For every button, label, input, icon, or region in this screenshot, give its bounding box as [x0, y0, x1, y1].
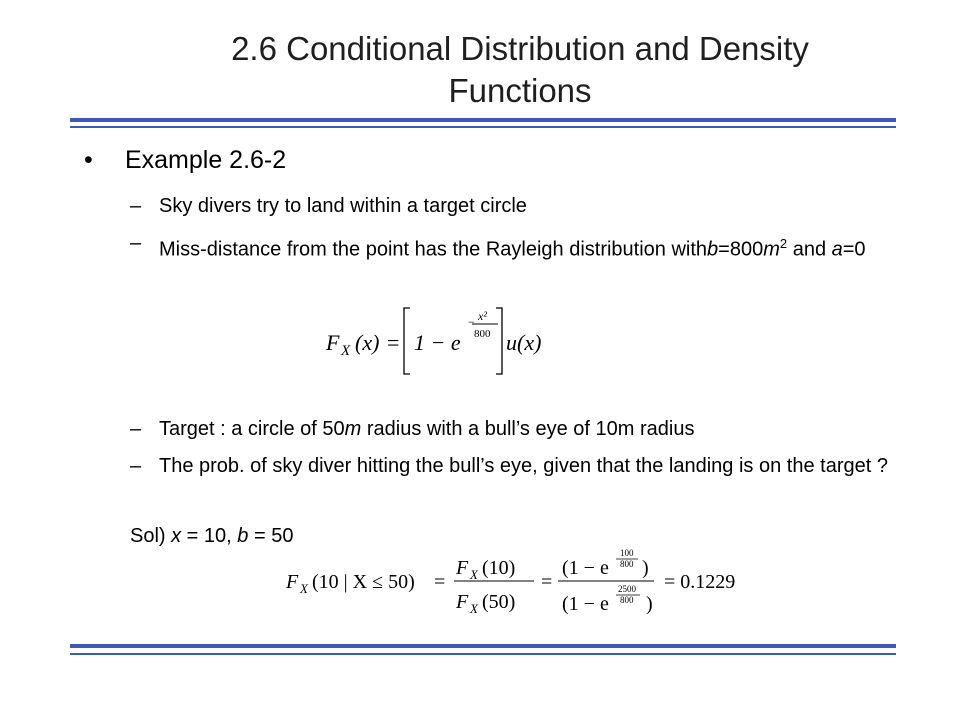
bottom-rule-thin — [70, 653, 896, 655]
svg-text:x²: x² — [478, 309, 487, 323]
example-heading — [84, 146, 286, 175]
slide-title — [80, 28, 960, 112]
svg-text:F: F — [456, 591, 469, 613]
sub-item-3 — [130, 417, 890, 442]
svg-text:F: F — [456, 557, 469, 579]
svg-text:X: X — [470, 567, 478, 582]
svg-text:X: X — [470, 601, 478, 616]
svg-text:(1 − e: (1 − e — [562, 593, 609, 615]
dash-icon: – — [130, 455, 142, 477]
top-rule-thick — [70, 118, 896, 122]
svg-text:=: = — [387, 330, 400, 355]
svg-text:100: 100 — [620, 548, 634, 558]
dash-icon: – — [130, 232, 142, 254]
example-heading-text: Example 2.6-2 — [124, 146, 287, 174]
svg-text:800: 800 — [620, 559, 634, 569]
svg-text:u(x): u(x) — [506, 330, 542, 355]
sub-item-1 — [130, 194, 890, 219]
svg-text:(x): (x) — [355, 330, 380, 355]
svg-text:X: X — [300, 581, 308, 596]
title-line-2: Functions — [448, 72, 592, 109]
dash-icon: – — [130, 418, 142, 440]
sub-item-1-text: Sky divers try to land within a target circle — [159, 195, 527, 217]
svg-text:1 − e: 1 − e — [414, 330, 461, 355]
svg-text:2500: 2500 — [618, 584, 636, 594]
svg-text:(50): (50) — [482, 591, 516, 613]
dash-icon: – — [130, 195, 142, 217]
exponent-minus: − — [468, 315, 475, 329]
sub-item-2 — [130, 231, 890, 263]
svg-text:= 0.1229: = 0.1229 — [664, 571, 736, 593]
title-line-1: 2.6 Conditional Distribution and Density — [231, 30, 809, 67]
solution-line: Sol) x = 10, b = 50 — [130, 525, 294, 547]
bullet-icon: • — [84, 146, 93, 174]
svg-text:(1 − e: (1 − e — [562, 557, 609, 579]
svg-text:800: 800 — [620, 595, 634, 605]
svg-text:800: 800 — [474, 328, 491, 340]
svg-text:(10): (10) — [482, 557, 516, 579]
cdf-formula — [320, 300, 560, 382]
svg-text:F: F — [286, 571, 299, 593]
svg-text:): ) — [646, 593, 653, 615]
sub-item-4-text: The prob. of sky diver hitting the bull’s eye, given that the landing is on the target ? — [159, 455, 888, 477]
top-rule-thin — [70, 126, 896, 128]
svg-text:X: X — [341, 343, 351, 359]
svg-text:=: = — [541, 571, 553, 593]
conditional-formula — [284, 548, 784, 620]
svg-text:F: F — [326, 330, 340, 355]
sub-item-3-text: Target : a circle of 50m radius with a bull’s eye of 10m radius — [159, 418, 695, 440]
svg-text:): ) — [642, 557, 649, 579]
sub-item-2-text: Miss-distance from the point has the Rayleigh distribution $withb=800m^2$ and a=0 — [159, 236, 866, 261]
bottom-rule-thick — [70, 644, 896, 648]
sub-item-4 — [130, 454, 890, 479]
svg-text:(10 | X ≤ 50): (10 | X ≤ 50) — [312, 571, 415, 593]
svg-text:=: = — [434, 571, 446, 593]
